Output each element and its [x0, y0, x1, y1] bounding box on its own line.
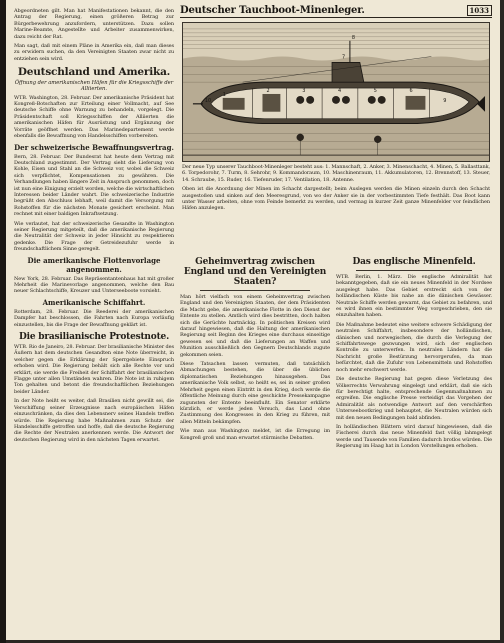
- caption-lead: Der neue Typ unserer Tauchboot-Minenleger besteht aus: 1. Mannschaft, 2. Anker, 3. Minenschacht, 4. Minen, 5. Ballasttank, 6. Torpedorohr, 7. Turm, 8. Sehrohr, 9. Kommandoraum, 10. Maschinenraum, 11. Akkumulatoren, 12. Brennstoff, 13. Steuer, 14. Schraube, 15. Ruder, 16. Tiefenruder, 17. Ventilation, 18. Antenne.: [182, 164, 490, 183]
- figure-label: 5: [373, 88, 377, 94]
- article-paragraph: Wie man aus Washington meldet, ist die Erregung im Kongreß groß und man erwartet stürmische Debatten.: [180, 428, 330, 441]
- figure-label: 1: [222, 91, 226, 98]
- article-paragraph: Man hört vielfach von einem Geheimvertrag zwischen England und den Vereinigten Staaten, der dem Präsidenten die Macht gebe, die amerikanische Flotte in den Dienst der Entente zu stellen. Amtlich wird dies bestritten, doch halten sich die Gerüchte hartnäckig. In politischen Kreisen wird darauf hingewiesen, daß die Haltung der amerikanischen Regierung seit Beginn des Krieges eine durchaus einseitige gewesen sei und daß die Lieferungen an Waffen und Munition ausschließlich den Gegnern Deutschlands zugute gekommen seien.: [180, 294, 330, 358]
- figure-caption: [182, 164, 490, 250]
- article-paragraph: In holländischen Blättern wird darauf hingewiesen, daß die Fischerei durch das neue Minenfeld fast völlig lahmgelegt werde und Tausende von Familien dadurch brotlos würden. Die Regierung im Haag hat in London Vorstellungen erhoben.: [336, 423, 492, 450]
- article-paragraph: Diese Tatsachen lassen vermuten, daß tatsächlich Abmachungen bestehen, die über die üblichen diplomatischen Beziehungen hinausgehen. Das amerikanische Volk selbst, so heißt es, sei in seiner großen Mehrheit gegen einen Eintritt in den Krieg, doch werde die öffentliche Meinung durch eine geschickte Pressekampagne zugunsten der Entente beeinflußt. Ein Senator erklärte kürzlich, er werde jeden Versuch, das Land ohne Zustimmung des Kongresses in den Krieg zu führen, mit allen Mitteln bekämpfen.: [180, 361, 330, 425]
- divider: [200, 290, 310, 291]
- headline-shipping: Amerikanische Schiffahrt.: [42, 297, 146, 307]
- page-number: 1033: [467, 5, 492, 16]
- submarine-drawing: [183, 23, 489, 161]
- figure-label: 10: [204, 97, 212, 104]
- article-paragraph: Rotterdam, 28. Februar. Die Reederei der amerikanischen Dampfer hat beschlossen, die Fahrten nach Europa vorläufig einzustellen, bis die Frage der Bewaffnung geklärt ist.: [14, 308, 174, 328]
- article-paragraph: Wie verlautet, hat der schweizerische Gesandte in Washington seiner Regierung mitgeteilt, daß die amerikanische Regierung die Neutralität der Schweiz in jeder Hinsicht zu respektieren gedenke. Die Frage der Getreidezufuhr werde in freundschaftlichem Sinne geregelt.: [14, 220, 174, 253]
- article-paragraph: Die Maßnahme bedeutet eine weitere schwere Schädigung der neutralen Schiffahrt, insbesondere der holländischen, dänischen und norwegischen, die durch die Verlegung der Schiffahrtswege gezwungen wird, sich der englischen Kontrolle zu unterwerfen. In neutralen Ländern hat die Nachricht große Bestürzung hervorgerufen, da man befürchtet, daß die Zufuhr von Lebensmitteln und Rohstoffen noch mehr erschwert werde.: [336, 321, 492, 373]
- article-paragraph: Die deutsche Regierung hat gegen diese Verletzung des Völkerrechts Verwahrung eingelegt und erklärt, daß sie sich für berechtigt halte, entsprechende Gegenmaßnahmen zu ergreifen. Die englische Presse verteidigt das Vorgehen der Admiralität als notwendige Antwort auf den verschärften Unterseebootkrieg und behauptet, die Neutralen würden sich mit den neuen Bedingungen bald abfinden.: [336, 376, 492, 421]
- headline-english-minefield: Das englische Minenfeld.: [352, 257, 476, 267]
- middle-column: [180, 253, 330, 636]
- divider: [356, 270, 472, 271]
- page-title: Deutscher Tauchboot-Minenleger.: [180, 5, 365, 16]
- article-paragraph: In der Note heißt es weiter, daß Brasilien nicht gewillt sei, die Verschiffung seiner Erzeugnisse nach europäischen Häfen einzuschränken, da dies den Lebensnerv seines Handels treffen würde. Die Regierung habe Maßnahmen zum Schutz der Handelsschiffe getroffen und hoffe, daß die deutsche Regierung die Rechte der Neutralen anerkennen werde. Die Antwort der deutschen Regierung wird in den nächsten Tagen erwartet.: [14, 398, 174, 443]
- headline-secret-treaty: Geheimvertrag zwischen England und den Vereinigten Staaten?: [183, 257, 327, 287]
- article-paragraph: WTB. Washington, 28. Februar. Der amerikanische Präsident hat Kongreß-Botschaften zur Erteilung einer Vollmacht, auf See deutsche Schiffe ohne Warnung zu behandeln, vorgelegt. Die Präsidentschaft soll Kriegsschiffen der Alliierten die amerikanischen Häfen für Ausrüstung und Ergänzung der Vorräte geöffnet werden. Das Marinedepartement werde ebenfalls die Bewaffnung von Handelsschiffen vorbereiten.: [14, 94, 174, 140]
- article-paragraph: WTB. Rio de Janeiro, 28. Februar. Der brasilianische Minister des Äußern hat dem deutschen Gesandten eine Note überreicht, in welcher gegen die Erklärung der Sperrgebiete Einspruch erhoben wird. Die Regierung behält sich alle Rechte vor und erklärt, sie werde die Freiheit der Schiffahrt der brasilianischen Flagge unter allen Umständen wahren. Die Note ist in ruhigem Ton gehalten und betont die freundschaftlichen Beziehungen beider Länder.: [14, 344, 174, 395]
- article-paragraph: New York, 28. Februar. Das Repräsentantenhaus hat mit großer Mehrheit die Marinevorlage angenommen, welche den Bau neuer Schlachtschiffe, Kreuzer und Unterseeboote vorsieht.: [14, 275, 174, 295]
- subheadline-harbors: Öffnung der amerikanischen Häfen für die Kriegsschiffe der Alliierten.: [14, 80, 174, 93]
- figure-label: 7: [341, 54, 346, 61]
- caption-body: Oben ist die Anordnung der Minen im Schacht dargestellt; beim Auslegen werden die Minen einzeln durch den Schacht ausgestoßen und sinken auf den Meeresgrund, von wo der Anker sie in der vorbestimmten Tiefe festhält. Das Boot kann unter Wasser arbeiten, ohne vom Feinde bemerkt zu werden, und vermag in kurzer Zeit ganze Minenfelder vor feindlichen Häfen anzulegen.: [182, 186, 490, 212]
- right-column: [336, 253, 492, 636]
- figure-label: 4: [337, 88, 342, 94]
- headline-germany-america: Deutschland und Amerika.: [17, 66, 171, 79]
- figure-label: 8: [351, 34, 356, 41]
- intro-paragraph-2: Man sagt, daß mit einem Pläne in Amerika ein, daß man dieses zu erwidern suchen, da den Vereinigten Staaten zwar nicht zu entziehen sein wird.: [14, 43, 174, 62]
- submarine-cutaway-illustration: [182, 22, 490, 162]
- headline-brazil-note: Die brasilianische Protestnote.: [19, 332, 169, 343]
- masthead: [180, 4, 492, 18]
- newspaper-page: [6, 0, 500, 640]
- headline-swiss-treaty: Der schweizerische Bewaffnungsvertrag.: [14, 142, 174, 152]
- headline-fleet-bill: Die amerikanische Flottenvorlage angenommen.: [27, 255, 161, 274]
- intro-paragraph: Abgeordneten gilt. Man hat Manifestationen bekannt, die den Antrag der Regierung, einen größeren Betrag zur Bürgerbewehrung anzufordern, unterstützen. Dazu sollen Marine-Beamte, Angestellte und Arbeiter zusammenwirken, dazu reicht der Rat.: [14, 8, 174, 40]
- figure-label: 6: [409, 88, 413, 94]
- article-paragraph: WTB. Berlin, 1. März. Die englische Admiralität hat bekanntgegeben, daß sie ein neues Minenfeld in der Nordsee ausgelegt habe. Das Gebiet erstreckt sich von der holländischen Küste bis nahe an die dänischen Gewässer. Neutrale Schiffe werden gewarnt, das Gebiet zu befahren, und es wird ihnen ein bestimmter Weg vorgeschrieben, den sie einzuhalten haben.: [336, 274, 492, 319]
- figure-label: 9: [443, 97, 447, 104]
- left-column: [14, 8, 174, 636]
- conning-tower: [332, 62, 364, 82]
- article-paragraph: Bern, 28. Februar. Der Bundesrat hat heute dem Vertrag mit Deutschland zugestimmt. Der Vertrag sieht die Lieferung von Kohle, Eisen und Stahl an die Schweiz vor, wobei die Schweiz sich verpflichtet, Kompensationen zu gewähren. Die Verhandlungen haben längere Zeit in Anspruch genommen, doch ist nun eine Einigung erzielt worden, welche die wirtschaftlichen Interessen beider Länder wahrt. Die schweizerische Industrie begrüßt den Abschluss lebhaft, weil damit die Versorgung mit Rohstoffen für die nächsten Monate gesichert erscheint. Man rechnet mit einer baldigen Inkraftsetzung.: [14, 153, 174, 218]
- figure-label: 3: [302, 88, 306, 94]
- figure-label: 2: [266, 88, 270, 94]
